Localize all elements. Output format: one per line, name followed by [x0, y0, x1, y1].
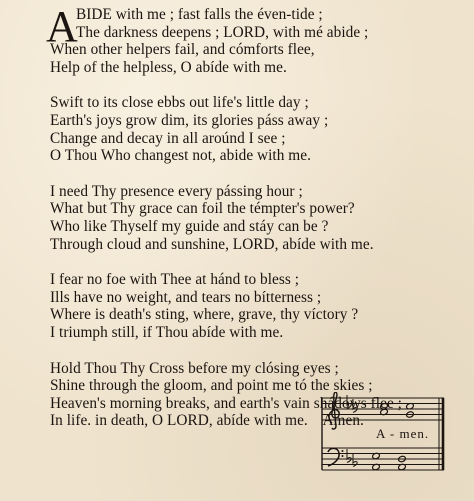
hymn-line: The darkness deepens ; LORD, with mé abide ; [76, 23, 369, 41]
half-note-icon [372, 452, 407, 470]
bass-clef-dot [342, 450, 344, 452]
line-text: BIDE with me ; fast falls the éven-tide ; [76, 6, 323, 23]
amen-music-score [318, 392, 453, 486]
hymn-line: Heaven's morning breaks, and earth's vain shádows flee ; [50, 394, 402, 412]
hymn-line: When other helpers fail, and cómforts flee, [50, 41, 315, 59]
hymn-line: Swift to its close ebbs out life's little day ; [50, 94, 309, 112]
hymn-line: Ills have no weight, and tears no bítterness ; [50, 288, 322, 306]
bass-clef-icon [328, 448, 339, 466]
hymn-line: Through cloud and sunshine, LORD, abíde with me. [50, 235, 374, 253]
stanza-1 [46, 2, 470, 76]
half-note-icon [380, 403, 415, 419]
hymn-line: Change and decay in all aroúnd I see ; [50, 129, 286, 147]
hymn-line: Help of the helpless, O abíde with me. [50, 58, 287, 76]
hymn-line: I need Thy presence every pássing hour ; [50, 182, 303, 200]
hymn-line: I fear no foe with Thee at hánd to bless ; [50, 271, 300, 289]
hymn-line: Hold Thou Thy Cross before my clósing eyes ; [50, 359, 339, 377]
drop-cap: A [46, 2, 78, 51]
hymn-line: O Thou Who changest not, abide with me. [50, 147, 311, 165]
hymn-line: Earth's joys grow dim, its glories páss away ; [50, 111, 329, 129]
hymn-line: Where is death's sting, where, grave, thy víctory ? [50, 306, 359, 324]
stanza-4 [50, 271, 470, 341]
hymn-text [46, 2, 470, 430]
hymn-line: Shine through the gloom, and point me tó the skies ; [50, 377, 373, 395]
bass-clef-dot [342, 455, 344, 457]
flat-icon [347, 449, 357, 467]
hymn-line: I triumph still, if Thou abíde with me. [50, 323, 284, 341]
amen-lyric: A - men. [376, 426, 430, 441]
hymn-line: Who like Thyself my guide and stáy can be ? [50, 217, 329, 235]
hymn-line: What but Thy grace can foil the témpter's power? [50, 200, 355, 218]
stanza-2 [50, 94, 470, 164]
stanza-3 [50, 183, 470, 253]
hymn-line: In life. in death, O LORD, abíde with me. Amen. [50, 412, 364, 430]
